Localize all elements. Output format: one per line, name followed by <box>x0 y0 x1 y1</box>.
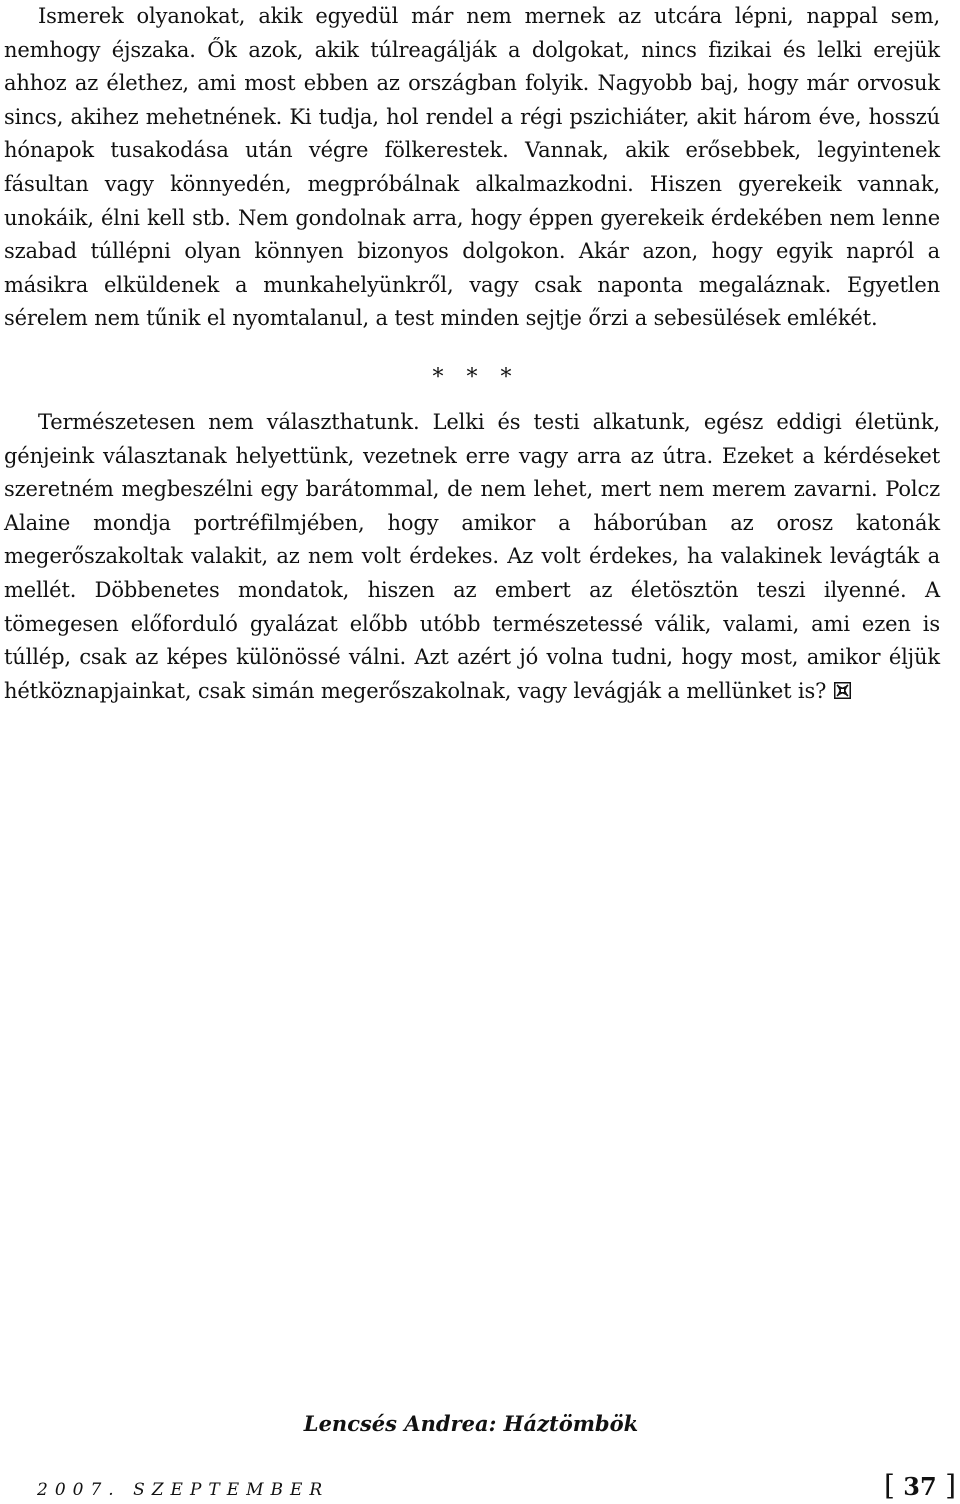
paragraph-1-text: Ismerek olyanokat, akik egyedül már nem mernek az utcára lépni, nappal sem, nemhogy éjszaka. Ők azok, akik túlreagálják a dolgokat, nincs fizikai és lelki erejük ahhoz az élethez, ami most ebben az országban folyik. Nagyobb baj, hogy már orvosuk sincs, akihez mehetnének. Ki tudja, hol rendel a régi pszichiáter, akit három éve, hosszú hónapok tusakodása után végre fölkerestek. Vannak, akik erősebbek, legyintenek fásultan vagy könnyedén, megpróbálnak alkalmazkodni. Hiszen gyerekeik vannak, unokáik, élni kell stb. Nem gondolnak arra, hogy éppen gyerekeik érdekében nem lenne szabad túllépni olyan könnyen bizonyos dolgokon. Akár azon, hogy egyik napról a másikra elküldenek a munkahelyünkről, vagy csak naponta megaláznak. Egyetlen sérelem nem tűnik el nyomtalanul, a test minden sejtje őrzi a sebesülések emlékét. <box>4 4 940 331</box>
paragraph-2-text: Természetesen nem választhatunk. Lelki és testi alkatunk, egész eddigi életünk, génjeink választanak helyettünk, vezetnek erre vagy arra az útra. Ezeket a kérdéseket szeretném megbeszélni egy barátommal, de nem lehet, mert nem merem zavarni. Polcz Alaine mondja portréfilmjében, hogy amikor a háborúban az orosz katonák megerőszakoltak valakit, az nem volt érdekes. Az volt érdekes, ha valakinek levágták a mellét. Döbbenetes mondatok, hiszen az embert az életösztön teszi ilyenné. A tömegesen előforduló gyalázat előbb utóbb természetessé válik, valami, ami ezen is túllép, csak az képes különössé válni. Azt azért jó volna tudni, hogy most, amikor éljük hétköznapjainkat, csak simán megerőszakolnak, vagy levágják a mellünket is? <box>4 409 940 703</box>
paragraph-2 <box>4 406 940 708</box>
section-divider: * * * <box>432 364 520 390</box>
end-of-article-ornament-icon <box>834 682 851 699</box>
page-bracket-close: ] <box>945 1469 956 1502</box>
page-number: 37 <box>903 1472 937 1501</box>
paragraph-1 <box>4 0 940 336</box>
page-bracket-open: [ <box>884 1469 895 1502</box>
page-number-block <box>884 1471 956 1502</box>
issue-date: 2007. SZEPTEMBER <box>37 1480 330 1500</box>
article-attribution: Lencsés Andrea: Háztömbök <box>303 1411 639 1436</box>
article-body <box>4 0 940 708</box>
